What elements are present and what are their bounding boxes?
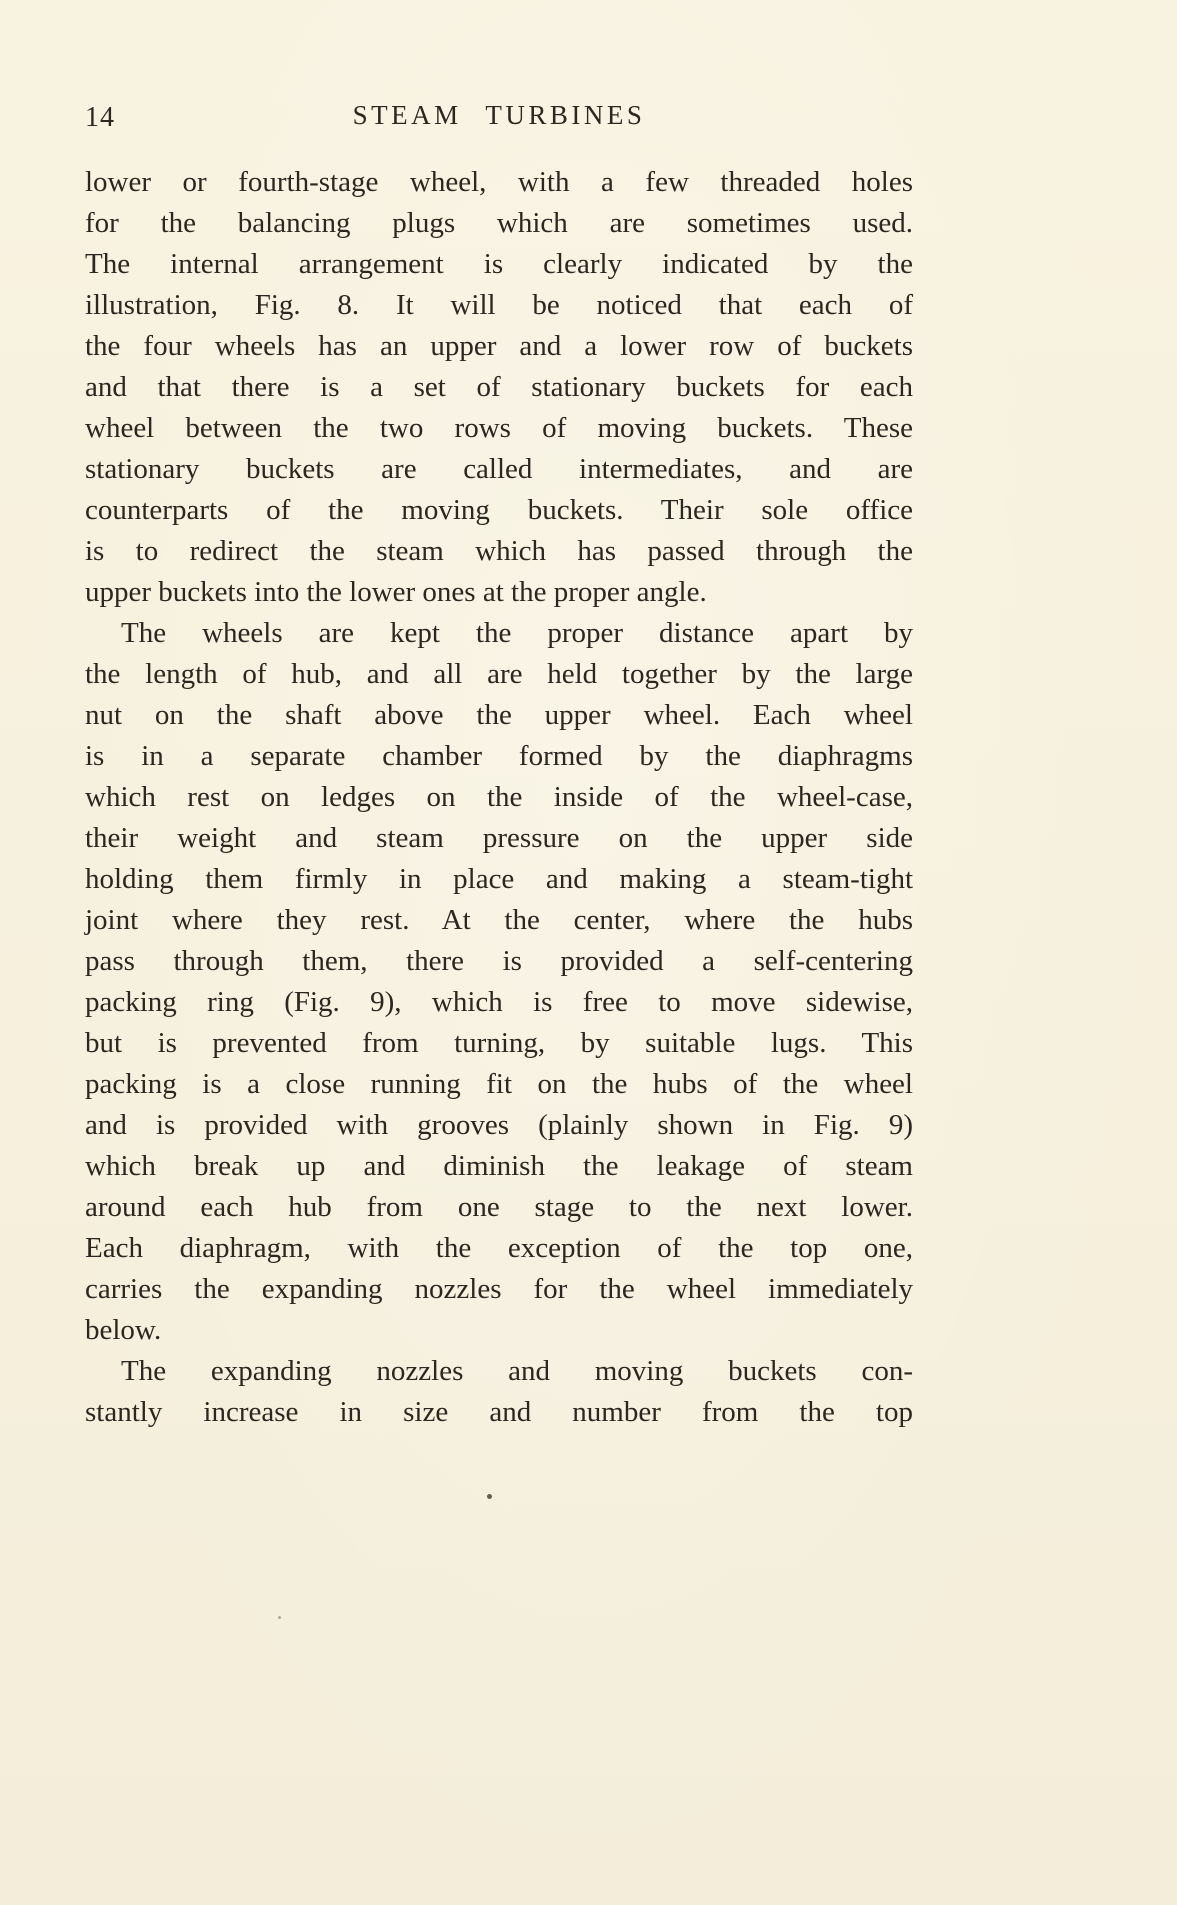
text-line: which break up and diminish the leakage of steam bbox=[85, 1150, 913, 1182]
text-line: the length of hub, and all are held together by the large bbox=[85, 658, 913, 690]
text-line: joint where they rest. At the center, where the hubs bbox=[85, 904, 913, 936]
text-line: upper buckets into the lower ones at the proper angle. bbox=[85, 576, 707, 608]
paragraph bbox=[85, 613, 913, 1351]
running-head-title: STEAM TURBINES bbox=[352, 100, 646, 130]
text-line: is to redirect the steam which has passed through the bbox=[85, 535, 913, 567]
text-line: wheel between the two rows of moving buckets. These bbox=[85, 412, 913, 444]
body-text bbox=[85, 162, 913, 1433]
text-line: the four wheels has an upper and a lower row of buckets bbox=[85, 330, 913, 362]
text-line: which rest on ledges on the inside of the wheel-case, bbox=[85, 781, 913, 813]
text-line: stationary buckets are called intermediates, and are bbox=[85, 453, 913, 485]
text-line: their weight and steam pressure on the upper side bbox=[85, 822, 913, 854]
text-line: packing ring (Fig. 9), which is free to move sidewise, bbox=[85, 986, 913, 1018]
scan-artifact-dot bbox=[278, 1616, 281, 1619]
page-header bbox=[85, 100, 913, 136]
paragraph bbox=[85, 1351, 913, 1433]
text-line: and is provided with grooves (plainly shown in Fig. 9) bbox=[85, 1109, 913, 1141]
text-line: The wheels are kept the proper distance apart by bbox=[121, 617, 913, 649]
page-number: 14 bbox=[85, 102, 115, 133]
text-line: carries the expanding nozzles for the wheel immediately bbox=[85, 1273, 913, 1305]
scan-artifact-dot bbox=[487, 1494, 492, 1499]
text-line: lower or fourth-stage wheel, with a few threaded holes bbox=[85, 166, 913, 198]
text-line: pass through them, there is provided a self-centering bbox=[85, 945, 913, 977]
text-line: for the balancing plugs which are sometimes used. bbox=[85, 207, 913, 239]
text-line: The internal arrangement is clearly indicated by the bbox=[85, 248, 913, 280]
text-line: and that there is a set of stationary buckets for each bbox=[85, 371, 913, 403]
paragraph bbox=[85, 162, 913, 613]
text-line: illustration, Fig. 8. It will be noticed that each of bbox=[85, 289, 913, 321]
text-line: but is prevented from turning, by suitable lugs. This bbox=[85, 1027, 913, 1059]
text-line: packing is a close running fit on the hubs of the wheel bbox=[85, 1068, 913, 1100]
text-line: The expanding nozzles and moving buckets con- bbox=[121, 1355, 913, 1387]
text-line: around each hub from one stage to the next lower. bbox=[85, 1191, 913, 1223]
text-line: is in a separate chamber formed by the diaphragms bbox=[85, 740, 913, 772]
text-line: Each diaphragm, with the exception of the top one, bbox=[85, 1232, 913, 1264]
text-line: below. bbox=[85, 1314, 162, 1346]
text-line: holding them firmly in place and making a steam-tight bbox=[85, 863, 913, 895]
text-line: nut on the shaft above the upper wheel. Each wheel bbox=[85, 699, 913, 731]
text-line: stantly increase in size and number from the top bbox=[85, 1396, 913, 1428]
text-line: counterparts of the moving buckets. Their sole office bbox=[85, 494, 913, 526]
